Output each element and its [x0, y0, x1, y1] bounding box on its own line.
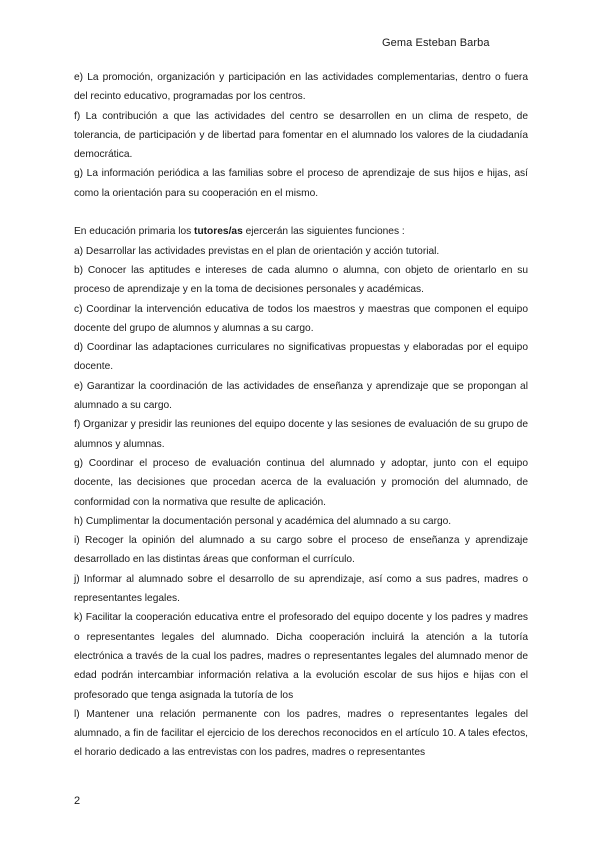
function-item-g: g) Coordinar el proceso de evaluación continua del alumnado y adoptar, junto con el equipo docente, las decisiones que procedan acerca de la evaluación y promoción del alumnado, de conformidad con la normativa que resulte de aplicación.: [74, 457, 528, 508]
paragraph-item-e: e) La promoción, organización y participación en las actividades complementarias, dentro o fuera del recinto educativo, programadas por los centros.: [74, 72, 528, 103]
intro-bold-term: tutores/as: [194, 226, 243, 238]
function-item-a: a) Desarrollar las actividades previstas en el plan de orientación y acción tutorial.: [74, 245, 440, 257]
function-item-h: h) Cumplimentar la documentación personal y académica del alumnado a su cargo.: [74, 515, 452, 527]
page-number: 2: [74, 795, 81, 807]
function-item-d: d) Coordinar las adaptaciones curriculares no significativas propuestas y elaboradas por el equipo docente.: [74, 342, 528, 373]
paragraph-item-g: g) La información periódica a las familias sobre el proceso de aprendizaje de sus hijos e hijas, así como la orientación para su cooperación en el mismo.: [74, 168, 528, 199]
function-item-f: f) Organizar y presidir las reuniones del equipo docente y las sesiones de evaluación de su grupo de alumnos y alumnas.: [74, 419, 528, 450]
intro-after: ejercerán las siguientes funciones :: [242, 226, 405, 238]
function-item-c: c) Coordinar la intervención educativa de todos los maestros y maestras que componen el equipo docente del grupo de alumnos y alumnas a su cargo.: [74, 303, 528, 334]
function-item-j: j) Informar al alumnado sobre el desarrollo de su aprendizaje, así como a sus padres, madres o representantes legales.: [74, 573, 528, 605]
header-author: Gema Esteban Barba: [382, 37, 490, 49]
function-item-e: e) Garantizar la coordinación de las actividades de enseñanza y aprendizaje que se propongan al alumnado a su cargo.: [74, 380, 528, 412]
function-item-k: k) Facilitar la cooperación educativa entre el profesorado del equipo docente y los padres y madres o representantes legales del alumnado. Dicha cooperación incluirá la atención a la tutoría electrónica a través de la cual los padres, madres o representantes legales del alumnado menor de edad podrán intercambiar información relativa a la evolución escolar de sus hijos e hijas con el profesorado que tenga asignada la tutoría de los: [74, 612, 528, 701]
function-item-i: i) Recoger la opinión del alumnado a su cargo sobre el proceso de enseñanza y aprendizaje desarrollado en las distintas áreas que conforman el currículo.: [74, 535, 528, 566]
paragraph-item-f: f) La contribución a que las actividades del centro se desarrollen en un clima de respeto, de tolerancia, de participación y de libertad para fomentar en el alumnado los valores de la ciudadanía democrática.: [74, 110, 528, 161]
intro-before: En educación primaria los: [74, 226, 195, 238]
tutors-intro: [74, 222, 528, 241]
document-body: [74, 68, 528, 763]
function-item-l: l) Mantener una relación permanente con los padres, madres o representantes legales del alumnado, a fin de facilitar el ejercicio de los derechos reconocidos en el artículo 10. A tales efectos, el horario dedicado a las entrevistas con los padres, madres o representantes: [74, 708, 528, 759]
function-item-b: b) Conocer las aptitudes e intereses de cada alumno o alumna, con objeto de orientarlo en su proceso de aprendizaje y en la toma de decisiones personales y académicas.: [74, 264, 528, 296]
